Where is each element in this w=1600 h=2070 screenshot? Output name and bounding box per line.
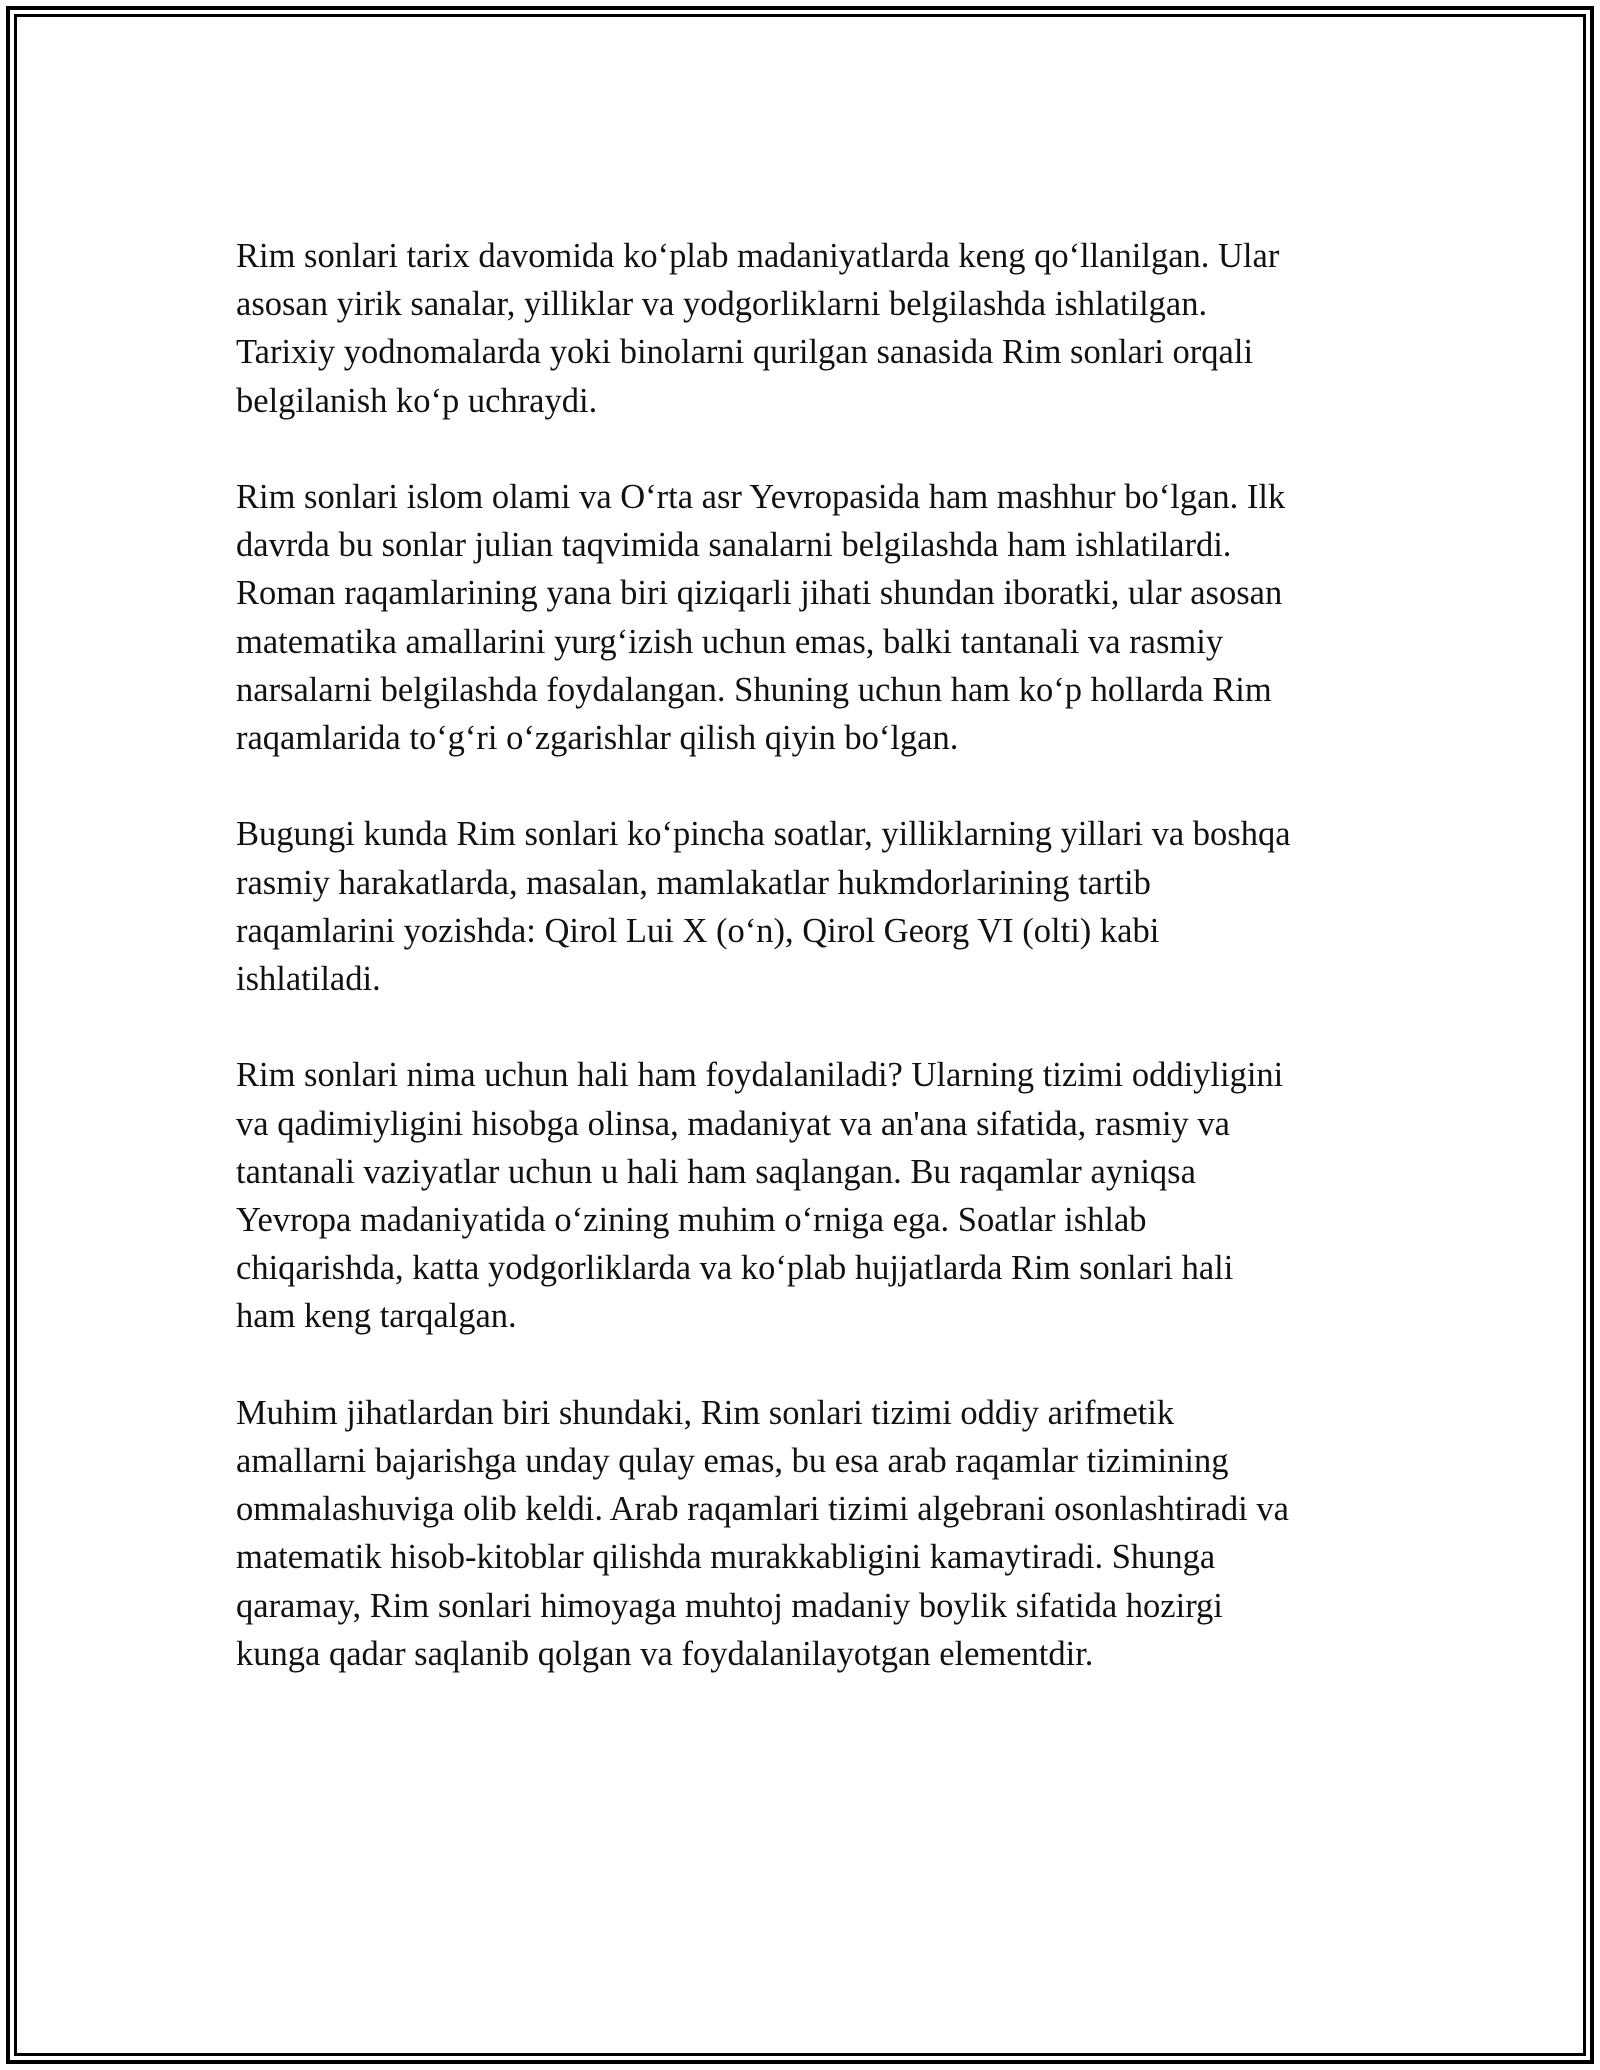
text-line: ishlatiladi. bbox=[236, 960, 381, 999]
text-line: Rim sonlari nima uchun hali ham foydalaniladi? Ularning tizimi oddiyligini bbox=[236, 1056, 1284, 1095]
text-line: belgilanish koʻp uchraydi. bbox=[236, 381, 598, 420]
text-line: rasmiy harakatlarda, masalan, mamlakatlar hukmdorlarining tartib bbox=[236, 863, 1151, 902]
text-line: kunga qadar saqlanib qolgan va foydalanilayotgan elementdir. bbox=[236, 1634, 1094, 1673]
paragraph-4 bbox=[236, 1051, 1366, 1340]
text-line: Tarixiy yodnomalarda yoki binolarni qurilgan sanasida Rim sonlari orqali bbox=[236, 333, 1254, 372]
text-line: Rim sonlari islom olami va Oʻrta asr Yevropasida ham mashhur boʻlgan. Ilk bbox=[236, 478, 1286, 516]
text-line: narsalarni belgilashda foydalangan. Shuning uchun ham koʻp hollarda Rim bbox=[236, 670, 1272, 709]
text-line: ham keng tarqalgan. bbox=[236, 1297, 517, 1336]
text-line: Yevropa madaniyatida oʻzining muhim oʻrniga ega. Soatlar ishlab bbox=[236, 1201, 1147, 1240]
text-line: tantanali vaziyatlar uchun u hali ham saqlangan. Bu raqamlar ayniqsa bbox=[236, 1152, 1196, 1191]
text-line: Bugungi kunda Rim sonlari koʻpincha soatlar, yilliklarning yillari va boshqa bbox=[236, 815, 1291, 854]
text-line: matematika amallarini yurgʻizish uchun emas, balki tantanali va rasmiy bbox=[236, 622, 1224, 661]
text-line: raqamlarini yozishda: Qirol Lui X (oʻn), Qirol Georg VI (olti) kabi bbox=[236, 911, 1160, 950]
text-line: davrda bu sonlar julian taqvimida sanalarni belgilashda ham ishlatilardi. bbox=[236, 526, 1232, 565]
text-line: asosan yirik sanalar, yilliklar va yodgorliklarni belgilashda ishlatilgan. bbox=[236, 285, 1208, 324]
text-line: amallarni bajarishga unday qulay emas, bu esa arab raqamlar tizimining bbox=[236, 1442, 1229, 1481]
text-line: qaramay, Rim sonlari himoyaga muhtoj madaniy boylik sifatida hozirgi bbox=[236, 1586, 1223, 1625]
text-line: raqamlarida toʻgʻri oʻzgarishlar qilish qiyin boʻlgan. bbox=[236, 719, 959, 758]
paragraph-3 bbox=[236, 810, 1366, 1003]
text-line: Roman raqamlarining yana biri qiziqarli jihati shundan iboratki, ular asosan bbox=[236, 574, 1283, 613]
text-line: va qadimiyligini hisobga olinsa, madaniyat va an'ana sifatida, rasmiy va bbox=[236, 1104, 1230, 1143]
text-line: chiqarishda, katta yodgorliklarda va koʻplab hujjatlarda Rim sonlari hali bbox=[236, 1249, 1234, 1288]
text-line: ommalashuviga olib keldi. Arab raqamlari tizimi algebrani osonlashtiradi va bbox=[236, 1490, 1289, 1529]
paragraph-2 bbox=[236, 473, 1366, 762]
text-line: matematik hisob-kitoblar qilishda murakkabligini kamaytiradi. Shunga bbox=[236, 1538, 1216, 1577]
paragraph-1 bbox=[236, 232, 1366, 425]
document-body bbox=[236, 232, 1366, 1726]
text-line: Rim sonlari tarix davomida koʻplab madaniyatlarda keng qoʻllanilgan. Ular bbox=[236, 237, 1280, 275]
paragraph-5 bbox=[236, 1389, 1366, 1678]
text-line: Muhim jihatlardan biri shundaki, Rim sonlari tizimi oddiy arifmetik bbox=[236, 1393, 1175, 1432]
